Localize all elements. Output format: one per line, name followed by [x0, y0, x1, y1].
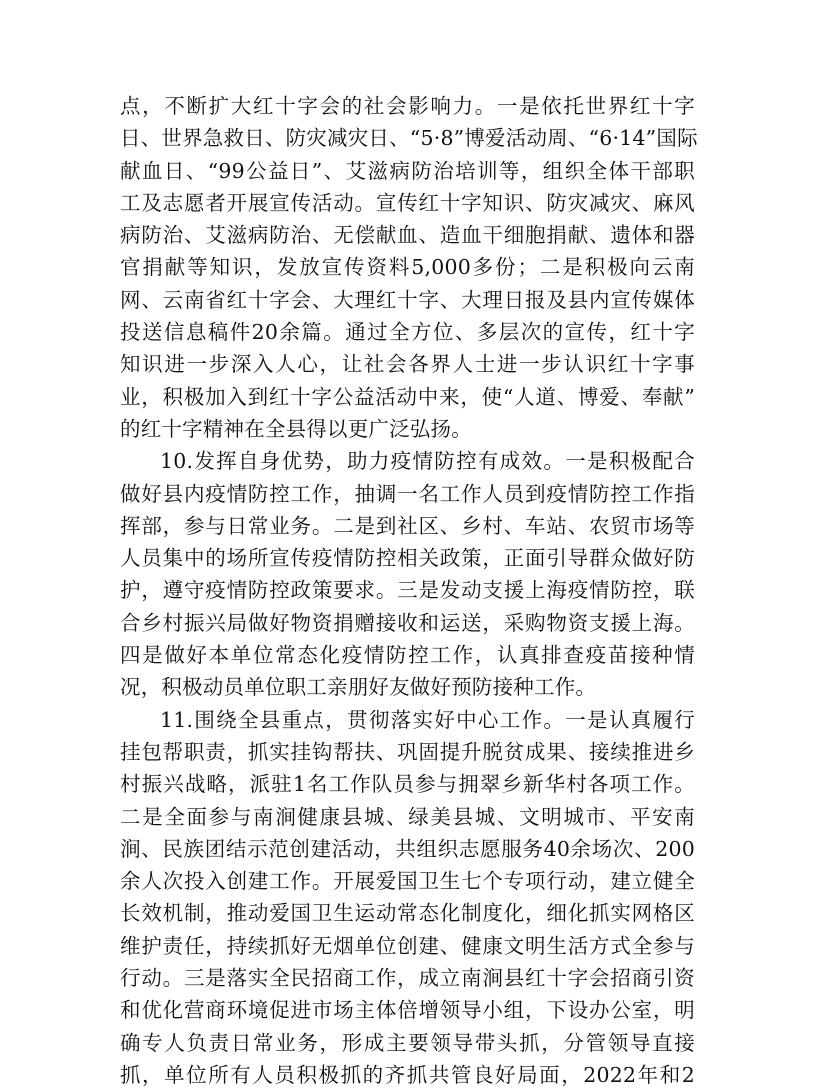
- text-line: 日、世界急救日、防灾减灾日、“5·8”博爱活动周、“6·14”国际: [120, 126, 698, 151]
- text-line: 挥部，参与日常业务。二是到社区、乡村、车站、农贸市场等: [120, 513, 695, 538]
- text-line: 挂包帮职责，抓实挂钩帮扶、巩固提升脱贫成果、接续推进乡: [120, 739, 695, 764]
- text-line: 11.围绕全县重点，贯彻落实好中心工作。一是认真履行: [160, 707, 695, 732]
- text-line: 10.发挥自身优势，助力疫情防控有成效。一是积极配合: [160, 449, 695, 474]
- text-line: 人员集中的场所宣传疫情防控相关政策，正面引导群众做好防: [120, 546, 695, 571]
- text-line: 知识进一步深入人心，让社会各界人士进一步认识红十字事: [120, 352, 695, 377]
- text-line: 抓，单位所有人员积极抓的齐抓共管良好局面，2022年和2: [120, 1062, 695, 1087]
- body-text: [120, 90, 698, 1091]
- text-line: 涧、民族团结示范创建活动，共组织志愿服务40余场次、200: [120, 836, 695, 861]
- text-line: 业，积极加入到红十字公益活动中来，使“人道、博爱、奉献”: [120, 384, 695, 409]
- text-line: 余人次投入创建工作。开展爱国卫生七个专项行动，建立健全: [120, 869, 695, 894]
- text-line: 合乡村振兴局做好物资捐赠接收和运送，采购物资支援上海。: [120, 610, 695, 635]
- text-line: 护，遵守疫情防控政策要求。三是发动支援上海疫情防控，联: [120, 578, 695, 603]
- text-line: 确专人负责日常业务，形成主要领导带头抓，分管领导直接: [120, 1030, 695, 1055]
- text-line: 病防治、艾滋病防治、无偿献血、造血干细胞捐献、遗体和器: [120, 223, 695, 248]
- text-line: 四是做好本单位常态化疫情防控工作，认真排查疫苗接种情: [120, 643, 695, 668]
- text-line: 点，不断扩大红十字会的社会影响力。一是依托世界红十字: [120, 94, 695, 118]
- text-line: 做好县内疫情防控工作，抽调一名工作人员到疫情防控工作指: [120, 481, 695, 506]
- text-line: 和优化营商环境促进市场主体倍增领导小组，下设办公室，明: [120, 998, 695, 1023]
- document-page: [120, 90, 698, 1091]
- text-line: 的红十字精神在全县得以更广泛弘扬。: [120, 416, 472, 441]
- text-line: 维护责任，持续抓好无烟单位创建、健康文明生活方式全参与: [120, 933, 695, 958]
- text-line: 工及志愿者开展宣传活动。宣传红十字知识、防灾减灾、麻风: [120, 190, 695, 215]
- text-line: 网、云南省红十字会、大理红十字、大理日报及县内宣传媒体: [120, 287, 695, 312]
- text-line: 村振兴战略，派驻1名工作队员参与拥翠乡新华村各项工作。: [120, 772, 695, 797]
- text-line: 况，积极动员单位职工亲朋好友做好预防接种工作。: [120, 675, 597, 700]
- text-line: 长效机制，推动爱国卫生运动常态化制度化，细化抓实网格区: [120, 901, 695, 926]
- text-line: 行动。三是落实全民招商工作，成立南涧县红十字会招商引资: [120, 966, 695, 991]
- text-line: 投送信息稿件20余篇。通过全方位、多层次的宣传，红十字: [120, 320, 695, 345]
- text-line: 献血日、“99公益日”、艾滋病防治培训等，组织全体干部职: [120, 158, 695, 183]
- text-line: 二是全面参与南涧健康县城、绿美县城、文明城市、平安南: [120, 804, 695, 829]
- text-line: 官捐献等知识，发放宣传资料5,000多份；二是积极向云南: [120, 255, 695, 280]
